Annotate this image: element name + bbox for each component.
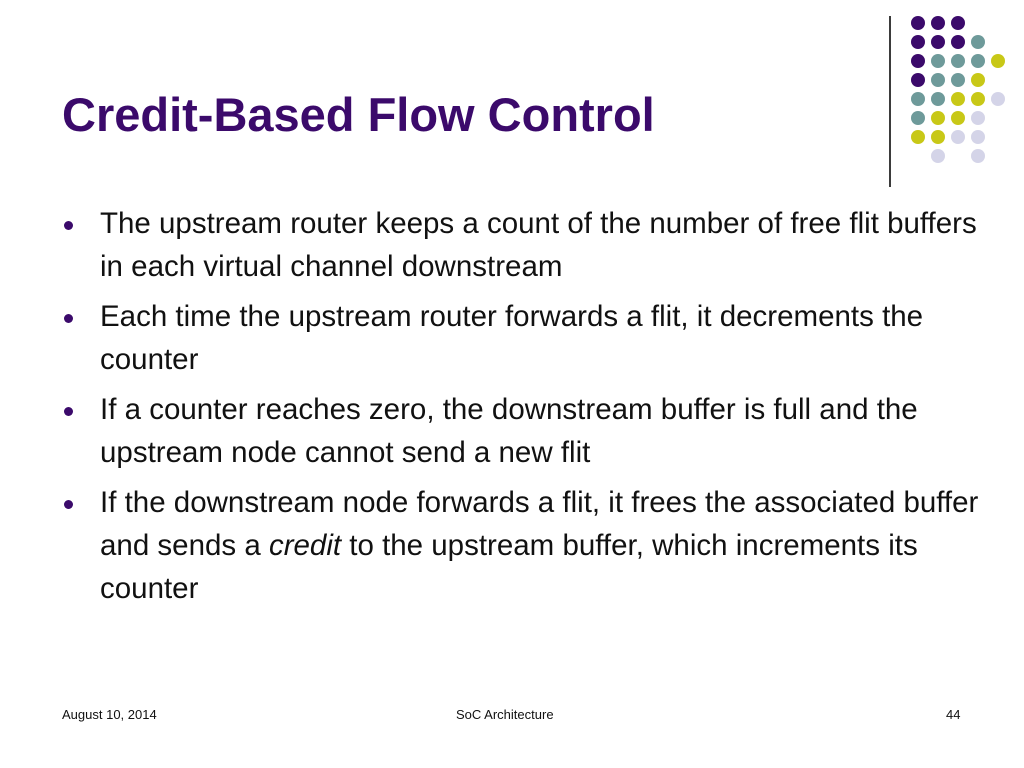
bullet-emphasis-credit: credit (268, 529, 342, 562)
footer-date: August 10, 2014 (62, 707, 157, 722)
decorative-dot (951, 73, 965, 87)
decorative-dot (971, 92, 985, 106)
decorative-dot (911, 130, 925, 144)
footer-title: SoC Architecture (456, 707, 554, 722)
bullet-marker-icon (64, 407, 73, 416)
bullet-text-before: If the downstream node forwards a flit, it frees the associated buffer and sends a (100, 486, 979, 562)
decorative-dot (991, 92, 1005, 106)
decorative-dot (951, 111, 965, 125)
bullet-text: Each time the upstream router forwards a flit, it decrements the counter (100, 300, 924, 376)
decorative-dot (971, 149, 985, 163)
decorative-dot (931, 130, 945, 144)
slide-title: Credit-Based Flow Control (62, 88, 655, 141)
decorative-dot (971, 35, 985, 49)
bullet-marker-icon (64, 314, 73, 323)
decorative-dot (911, 92, 925, 106)
decorative-dot (911, 16, 925, 30)
decorative-dot (971, 54, 985, 68)
decorative-dot (931, 111, 945, 125)
decorative-dot (911, 111, 925, 125)
bullet-marker-icon (64, 221, 73, 230)
decorative-dot (951, 92, 965, 106)
bullet-text: The upstream router keeps a count of the number of free flit buffers in each virtual channel downstream (100, 207, 977, 283)
bullet-item (62, 202, 982, 288)
decorative-dot (931, 73, 945, 87)
decorative-dot (931, 16, 945, 30)
decorative-dot (971, 130, 985, 144)
title-divider-line (889, 16, 891, 187)
bullet-item (62, 481, 982, 610)
decorative-dot (931, 54, 945, 68)
decorative-dot (951, 35, 965, 49)
decorative-dot (971, 111, 985, 125)
decorative-dot (911, 54, 925, 68)
decorative-dot (971, 73, 985, 87)
bullet-item (62, 295, 982, 381)
decorative-dot (951, 54, 965, 68)
decorative-dot (911, 73, 925, 87)
decorative-dot (931, 92, 945, 106)
decorative-dot (951, 16, 965, 30)
decorative-dot (931, 149, 945, 163)
bullet-text-after: to the upstream buffer, which increments its counter (100, 529, 918, 605)
decorative-dot (951, 130, 965, 144)
bullet-list (62, 202, 982, 617)
bullet-text: If a counter reaches zero, the downstream buffer is full and the upstream node cannot send a new flit (100, 393, 918, 469)
decorative-dot (931, 35, 945, 49)
decorative-dot (911, 35, 925, 49)
bullet-marker-icon (64, 500, 73, 509)
footer-page-number: 44 (946, 707, 961, 722)
decorative-dot (991, 54, 1005, 68)
bullet-item (62, 388, 982, 474)
